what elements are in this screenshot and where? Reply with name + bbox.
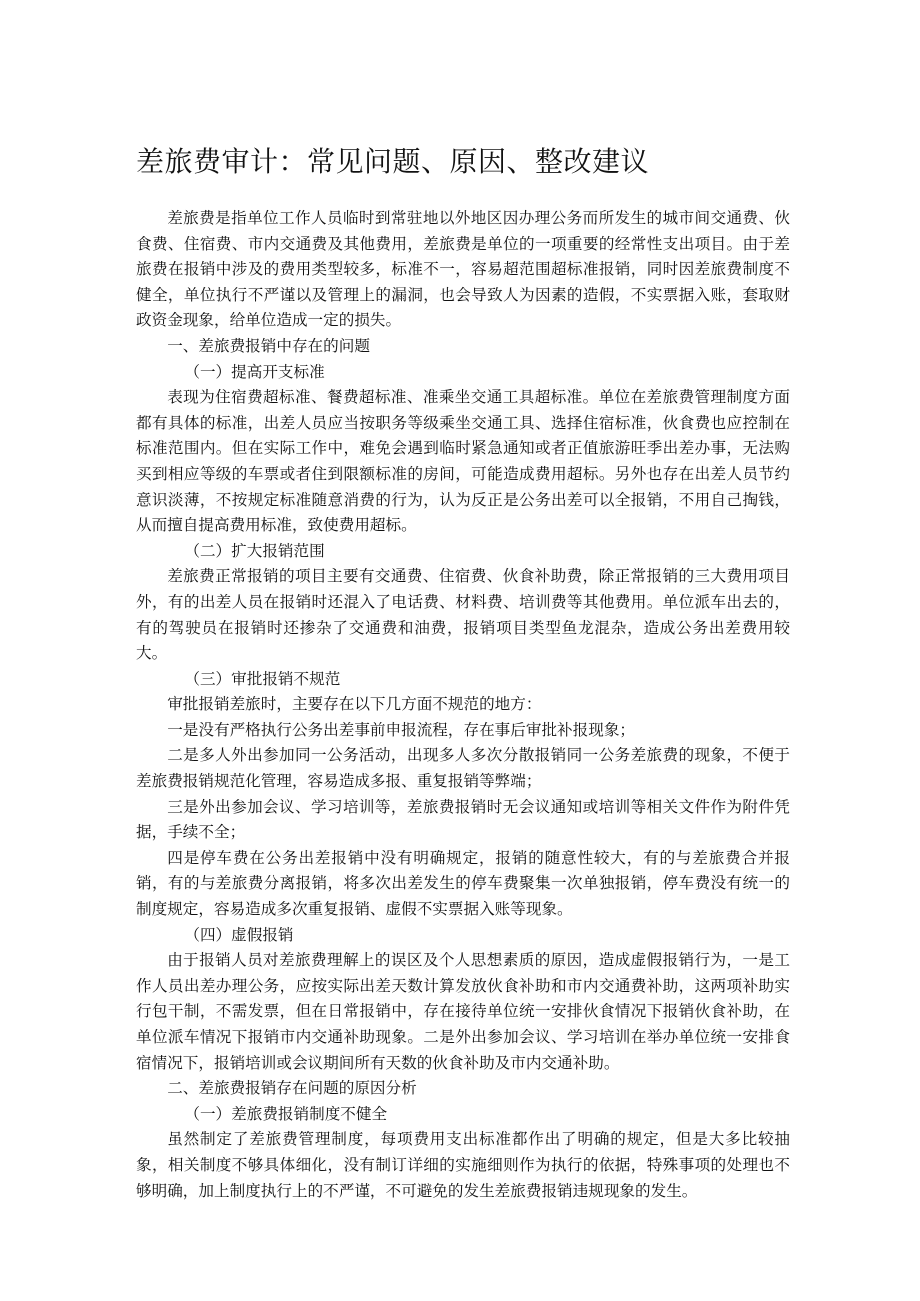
body-paragraph: 二是多人外出参加同一公务活动，出现多人多次分散报销同一公务差旅费的现象，不便于差旅费报销规范化管理，容易造成多报、重复报销等弊端； xyxy=(136,746,790,791)
body-paragraph: 四是停车费在公务出差报销中没有明确规定，报销的随意性较大，有的与差旅费合并报销，有的与差旅费分离报销，将多次出差发生的停车费聚集一次单独报销，停车费没有统一的制度规定，容易造成多次重复报销、虚假不实票据入账等现象。 xyxy=(136,848,790,919)
section-heading: 一、差旅费报销中存在的问题 xyxy=(167,336,370,355)
subsection-heading: （一）提高开支标准 xyxy=(184,362,325,381)
subsection-heading: （三）审批报销不规范 xyxy=(184,669,341,688)
body-paragraph: 三是外出参加会议、学习培训等，差旅费报销时无会议通知或培训等相关文件作为附件凭据，手续不全； xyxy=(136,797,790,842)
body-paragraph: 由于报销人员对差旅费理解上的误区及个人思想素质的原因，造成虚假报销行为，一是工作人员出差办理公务，应按实际出差天数计算发放伙食补助和市内交通费补助，这两项补助实行包干制，不需发票，但在日常报销中，存在接待单位统一安排伙食情况下报销伙食补助，在单位派车情况下报销市内交通补助现象。二是外出参加会议、学习培训在举办单位统一安排食宿情况下，报销培训或会议期间所有天数的伙食补助及市内交通补助。 xyxy=(136,951,790,1072)
body-paragraph: 虽然制定了差旅费管理制度，每项费用支出标准都作出了明确的规定，但是大多比较抽象，相关制度不够具体细化，没有制订详细的实施细则作为执行的依据，特殊事项的处理也不够明确，加上制度执行上的不严谨，不可避免的发生差旅费报销违规现象的发生。 xyxy=(136,1130,790,1200)
body-paragraph: 差旅费是指单位工作人员临时到常驻地以外地区因办理公务而所发生的城市间交通费、伙食费、住宿费、市内交通费及其他费用，差旅费是单位的一项重要的经常性支出项目。由于差旅费在报销中涉及的费用类型较多，标准不一，容易超范围超标准报销，同时因差旅费制度不健全，单位执行不严谨以及管理上的漏洞，也会导致人为因素的造假，不实票据入账，套取财政资金现象，给单位造成一定的损失。 xyxy=(136,209,790,330)
body-paragraph: 差旅费正常报销的项目主要有交通费、住宿费、伙食补助费，除正常报销的三大费用项目外，有的出差人员在报销时还混入了电话费、材料费、培训费等其他费用。单位派车出去的，有的驾驶员在报销时还掺杂了交通费和油费，报销项目类型鱼龙混杂，造成公务出差费用较大。 xyxy=(136,567,790,663)
document-content xyxy=(136,206,790,1204)
body-paragraph: 审批报销差旅时，主要存在以下几方面不规范的地方： xyxy=(167,695,542,714)
body-paragraph: 表现为住宿费超标准、餐费超标准、准乘坐交通工具超标准。单位在差旅费管理制度方面都有具体的标准，出差人员应当按职务等级乘坐交通工具、选择住宿标准，伙食费也应控制在标准范围内。但在实际工作中，难免会遇到临时紧急通知或者正值旅游旺季出差办事，无法购买到相应等级的车票或者住到限额标准的房间，可能造成费用超标。另外也存在出差人员节约意识淡薄，不按规定标准随意消费的行为，认为反正是公务出差可以全报销，不用自己掏钱，从而擅自提高费用标准，致使费用超标。 xyxy=(136,388,790,535)
document-body xyxy=(136,140,790,1204)
subsection-heading: （四）虚假报销 xyxy=(184,925,294,944)
subsection-heading: （一）差旅费报销制度不健全 xyxy=(184,1104,388,1123)
document-title: 差旅费审计：常见问题、原因、整改建议 xyxy=(136,145,650,178)
section-heading: 二、差旅费报销存在问题的原因分析 xyxy=(167,1079,417,1098)
body-paragraph: 一是没有严格执行公务出差事前申报流程，存在事后审批补报现象； xyxy=(167,720,636,739)
subsection-heading: （二）扩大报销范围 xyxy=(184,541,325,560)
